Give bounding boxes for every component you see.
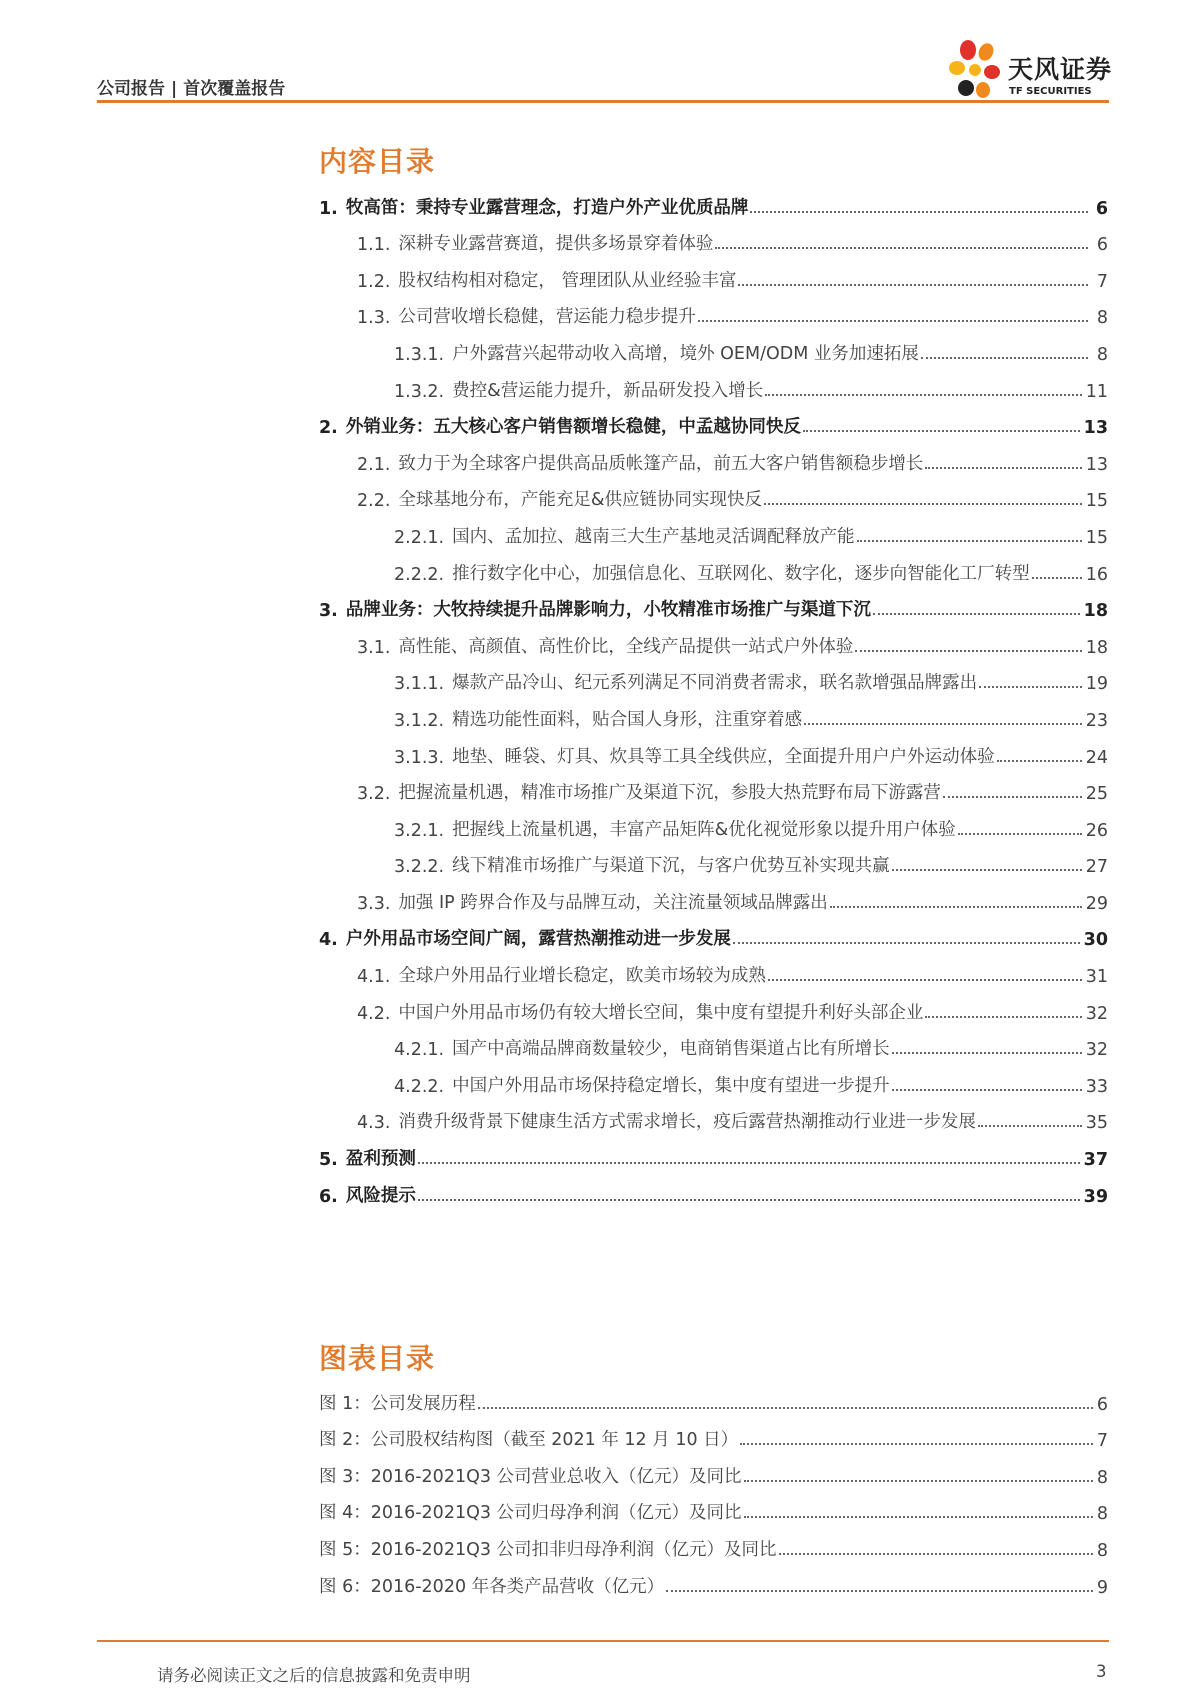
toc-entry-page: 15 (1085, 527, 1108, 548)
toc-entry-number: 3. (319, 601, 338, 622)
toc-entry-number: 3.3. (357, 893, 391, 914)
figure-leader (740, 1443, 1093, 1445)
toc-entry[interactable] (319, 914, 1108, 951)
report-type-header (97, 74, 285, 99)
toc-leader (978, 1125, 1082, 1127)
report-type: 公司报告 (97, 79, 165, 99)
toc-leader (925, 467, 1081, 469)
toc-entry-page: 27 (1085, 857, 1108, 878)
figure-entry-page: 8 (1096, 1504, 1108, 1525)
toc-entry[interactable] (319, 292, 1108, 329)
logo-name-cn: 天风证券 (1008, 55, 1113, 84)
figure-entry[interactable] (319, 1451, 1108, 1488)
toc-entry-page: 18 (1085, 637, 1108, 658)
header-rule (97, 100, 1109, 103)
figure-entry-page: 6 (1096, 1394, 1108, 1415)
toc-entry[interactable] (319, 365, 1108, 402)
toc-leader (979, 686, 1082, 688)
toc-entry-page: 24 (1085, 747, 1108, 768)
toc-leader (892, 869, 1082, 871)
toc-entry-number: 1.1. (357, 235, 391, 256)
toc-entry-label: 高性能、高颜值、高性价比，全线产品提供一站式户外体验 (398, 636, 854, 657)
figure-leader (478, 1407, 1093, 1409)
figure-leader (666, 1590, 1093, 1592)
toc-entry-label: 公司营收增长稳健，营运能力稳步提升 (398, 307, 696, 328)
toc-leader (830, 906, 1082, 908)
figure-entry[interactable] (319, 1524, 1108, 1561)
toc-entry-page: 30 (1083, 930, 1108, 951)
toc-entry[interactable] (319, 402, 1108, 439)
toc-leader (873, 613, 1080, 615)
toc-entry-page: 25 (1085, 784, 1108, 805)
figures-list (319, 1378, 1108, 1598)
footer-disclaimer: 请务必阅读正文之后的信息披露和免责申明 (157, 1666, 471, 1685)
toc-entry-label: 精选功能性面料，贴合国人身形，注重穿着感 (452, 709, 803, 730)
toc-entry[interactable] (319, 255, 1108, 292)
toc-leader (738, 284, 1088, 286)
toc-entry-label: 线下精准市场推广与渠道下沉，与客户优势互补实现共赢 (452, 856, 890, 877)
toc-leader (925, 1016, 1081, 1018)
toc-entry-label: 户外用品市场空间广阔，露营热潮推动进一步发展 (345, 929, 731, 950)
toc-leader (764, 503, 1082, 505)
toc-entry-label: 全球户外用品行业增长稳定，欧美市场较为成熟 (398, 966, 766, 987)
toc-entry[interactable] (319, 804, 1108, 841)
toc-entry[interactable] (319, 731, 1108, 768)
toc-leader (804, 723, 1082, 725)
toc-entry-label: 股权结构相对稳定， 管理团队从业经验丰富 (398, 270, 737, 291)
figure-entry-label: 图 3：2016-2021Q3 公司营业总收入（亿元）及同比 (319, 1466, 742, 1487)
toc-entry[interactable] (319, 182, 1108, 219)
toc-entry-label: 全球基地分布，产能充足&供应链协同实现快反 (398, 490, 763, 511)
toc-entry-number: 2.2.1. (394, 527, 445, 548)
toc-entry-label: 品牌业务：大牧持续提升品牌影响力，小牧精准市场推广与渠道下沉 (345, 600, 871, 621)
toc-entry-label: 费控&营运能力提升，新品研发投入增长 (452, 380, 764, 401)
toc-leader (892, 1089, 1082, 1091)
toc-entry-label: 国产中高端品牌商数量较少，电商销售渠道占比有所增长 (452, 1039, 890, 1060)
toc-leader (958, 833, 1082, 835)
toc-entry-label: 风险提示 (345, 1185, 416, 1206)
toc-leader (921, 357, 1088, 359)
toc-leader (698, 320, 1088, 322)
toc-entry-page: 26 (1085, 820, 1108, 841)
toc-entry-page: 13 (1085, 454, 1108, 475)
toc-entry-page: 8 (1096, 344, 1108, 365)
toc-entry[interactable] (319, 694, 1108, 731)
toc-entry[interactable] (319, 328, 1108, 365)
figure-entry-page: 8 (1096, 1540, 1108, 1561)
toc-entry[interactable] (319, 1133, 1108, 1170)
figure-entry[interactable] (319, 1488, 1108, 1525)
toc-entry-label: 推行数字化中心，加强信息化、互联网化、数字化，逐步向智能化工厂转型 (452, 563, 1030, 584)
toc-entry[interactable] (319, 438, 1108, 475)
toc-entry-number: 1.3. (357, 308, 391, 329)
toc-entry-number: 1. (319, 198, 338, 219)
toc-entry-page: 32 (1085, 1040, 1108, 1061)
toc-leader (733, 942, 1080, 944)
toc-entry-page: 7 (1096, 271, 1108, 292)
figure-entry-page: 9 (1096, 1577, 1108, 1598)
toc-leader (750, 211, 1088, 213)
toc-entry[interactable] (319, 475, 1108, 512)
toc-entry-number: 3.2. (357, 784, 391, 805)
toc-entry[interactable] (319, 585, 1108, 622)
toc-entry[interactable] (319, 1097, 1108, 1134)
footer-rule (97, 1640, 1109, 1642)
flower-logo-icon (948, 38, 1006, 104)
toc-entry[interactable] (319, 877, 1108, 914)
toc-entry-page: 32 (1085, 1003, 1108, 1024)
toc-entry-number: 4.2.2. (394, 1076, 445, 1097)
figure-leader (744, 1480, 1093, 1482)
toc-entry-page: 8 (1096, 308, 1108, 329)
toc-list (319, 182, 1108, 1207)
toc-leader (418, 1199, 1080, 1201)
toc-entry-number: 3.2.1. (394, 820, 445, 841)
logo-name-en: TF SECURITIES (1009, 86, 1092, 97)
toc-entry-page: 18 (1083, 601, 1108, 622)
toc-entry-label: 消费升级背景下健康生活方式需求增长，疫后露营热潮推动行业进一步发展 (398, 1112, 976, 1133)
company-logo (948, 38, 1118, 104)
toc-entry-page: 19 (1085, 674, 1108, 695)
toc-entry-label: 深耕专业露营赛道，提供多场景穿着体验 (398, 234, 714, 255)
page-number: 3 (1096, 1662, 1107, 1681)
toc-leader (803, 430, 1080, 432)
toc-leader (768, 979, 1082, 981)
toc-entry-number: 3.1.3. (394, 747, 445, 768)
toc-entry[interactable] (319, 548, 1108, 585)
toc-entry-number: 2.2. (357, 491, 391, 512)
report-subtype: 首次覆盖报告 (183, 79, 286, 99)
toc-entry-number: 2. (319, 418, 338, 439)
toc-entry[interactable] (319, 219, 1108, 256)
toc-leader (715, 247, 1088, 249)
toc-entry-number: 4.3. (357, 1113, 391, 1134)
figure-entry-page: 8 (1096, 1467, 1108, 1488)
figure-leader (779, 1553, 1093, 1555)
toc-entry-number: 1.3.1. (394, 344, 445, 365)
toc-entry-label: 爆款产品冷山、纪元系列满足不同消费者需求，联名款增强品牌露出 (452, 673, 978, 694)
toc-entry-number: 4.2. (357, 1003, 391, 1024)
header-separator: | (171, 79, 178, 99)
toc-entry-number: 3.1.2. (394, 710, 445, 731)
toc-entry-page: 35 (1085, 1113, 1108, 1134)
toc-entry-number: 2.1. (357, 454, 391, 475)
toc-entry-label: 加强 IP 跨界合作及与品牌互动，关注流量领域品牌露出 (398, 892, 828, 913)
toc-entry-number: 4.2.1. (394, 1040, 445, 1061)
toc-entry-page: 31 (1085, 967, 1108, 988)
toc-entry-number: 2.2.2. (394, 564, 445, 585)
toc-entry-page: 37 (1083, 1150, 1108, 1171)
toc-entry-number: 1.2. (357, 271, 391, 292)
toc-entry-number: 1.3.2. (394, 381, 445, 402)
toc-entry[interactable] (319, 841, 1108, 878)
toc-leader (1032, 577, 1082, 579)
toc-leader (943, 796, 1082, 798)
figure-entry[interactable] (319, 1561, 1108, 1598)
toc-entry-label: 致力于为全球客户提供高品质帐篷产品，前五大客户销售额稳步增长 (398, 453, 924, 474)
toc-leader (857, 540, 1082, 542)
toc-entry-number: 3.2.2. (394, 857, 445, 878)
toc-entry[interactable] (319, 621, 1108, 658)
figure-entry-label: 图 2：公司股权结构图（截至 2021 年 12 月 10 日） (319, 1430, 739, 1451)
toc-entry-label: 把握流量机遇，精准市场推广及渠道下沉，参股大热荒野布局下游露营 (398, 783, 941, 804)
toc-entry-label: 户外露营兴起带动收入高增，境外 OEM/ODM 业务加速拓展 (452, 343, 919, 364)
toc-entry-number: 6. (319, 1186, 338, 1207)
toc-entry-label: 地垫、睡袋、灯具、炊具等工具全线供应，全面提升用户户外运动体验 (452, 746, 995, 767)
toc-leader (855, 650, 1081, 652)
toc-entry-page: 6 (1095, 198, 1108, 219)
toc-entry[interactable] (319, 1060, 1108, 1097)
toc-entry[interactable] (319, 768, 1108, 805)
toc-entry-page: 16 (1085, 564, 1108, 585)
figure-entry-label: 图 6：2016-2020 年各类产品营收（亿元） (319, 1576, 665, 1597)
toc-entry-label: 中国户外用品市场仍有较大增长空间，集中度有望提升利好头部企业 (398, 1002, 924, 1023)
toc-title: 内容目录 (319, 145, 436, 178)
figure-entry-label: 图 4：2016-2021Q3 公司归母净利润（亿元）及同比 (319, 1503, 742, 1524)
toc-entry-page: 23 (1085, 710, 1108, 731)
figure-leader (744, 1516, 1093, 1518)
figure-entry[interactable] (319, 1378, 1108, 1415)
toc-entry-page: 15 (1085, 491, 1108, 512)
toc-entry-label: 把握线上流量机遇，丰富产品矩阵&优化视觉形象以提升用户体验 (452, 819, 956, 840)
toc-leader (765, 394, 1081, 396)
toc-entry[interactable] (319, 950, 1108, 987)
figure-entry-page: 7 (1096, 1431, 1108, 1452)
toc-entry-number: 5. (319, 1150, 338, 1171)
toc-entry[interactable] (319, 987, 1108, 1024)
toc-entry-number: 3.1.1. (394, 674, 445, 695)
toc-entry-label: 外销业务：五大核心客户销售额增长稳健，中孟越协同快反 (345, 417, 801, 438)
toc-leader (997, 760, 1082, 762)
toc-entry[interactable] (319, 1170, 1108, 1207)
figure-entry[interactable] (319, 1415, 1108, 1452)
toc-entry-label: 盈利预测 (345, 1149, 416, 1170)
toc-entry-label: 牧高笛：秉持专业露营理念，打造户外产业优质品牌 (345, 197, 749, 218)
toc-entry-page: 33 (1085, 1076, 1108, 1097)
toc-entry[interactable] (319, 658, 1108, 695)
figures-title: 图表目录 (319, 1342, 436, 1375)
toc-entry-page: 6 (1096, 235, 1108, 256)
toc-leader (892, 1052, 1082, 1054)
toc-entry-page: 39 (1083, 1186, 1108, 1207)
toc-entry-number: 4. (319, 930, 338, 951)
toc-entry-page: 29 (1085, 893, 1108, 914)
toc-leader (418, 1162, 1080, 1164)
figure-entry-label: 图 5：2016-2021Q3 公司扣非归母净利润（亿元）及同比 (319, 1539, 777, 1560)
toc-entry-page: 13 (1083, 418, 1108, 439)
toc-entry-number: 3.1. (357, 637, 391, 658)
toc-entry-number: 4.1. (357, 967, 391, 988)
toc-entry[interactable] (319, 1024, 1108, 1061)
toc-entry-label: 国内、孟加拉、越南三大生产基地灵活调配释放产能 (452, 526, 855, 547)
toc-entry-label: 中国户外用品市场保持稳定增长，集中度有望进一步提升 (452, 1075, 890, 1096)
toc-entry-page: 11 (1085, 381, 1108, 402)
toc-entry[interactable] (319, 511, 1108, 548)
figure-entry-label: 图 1：公司发展历程 (319, 1393, 476, 1414)
